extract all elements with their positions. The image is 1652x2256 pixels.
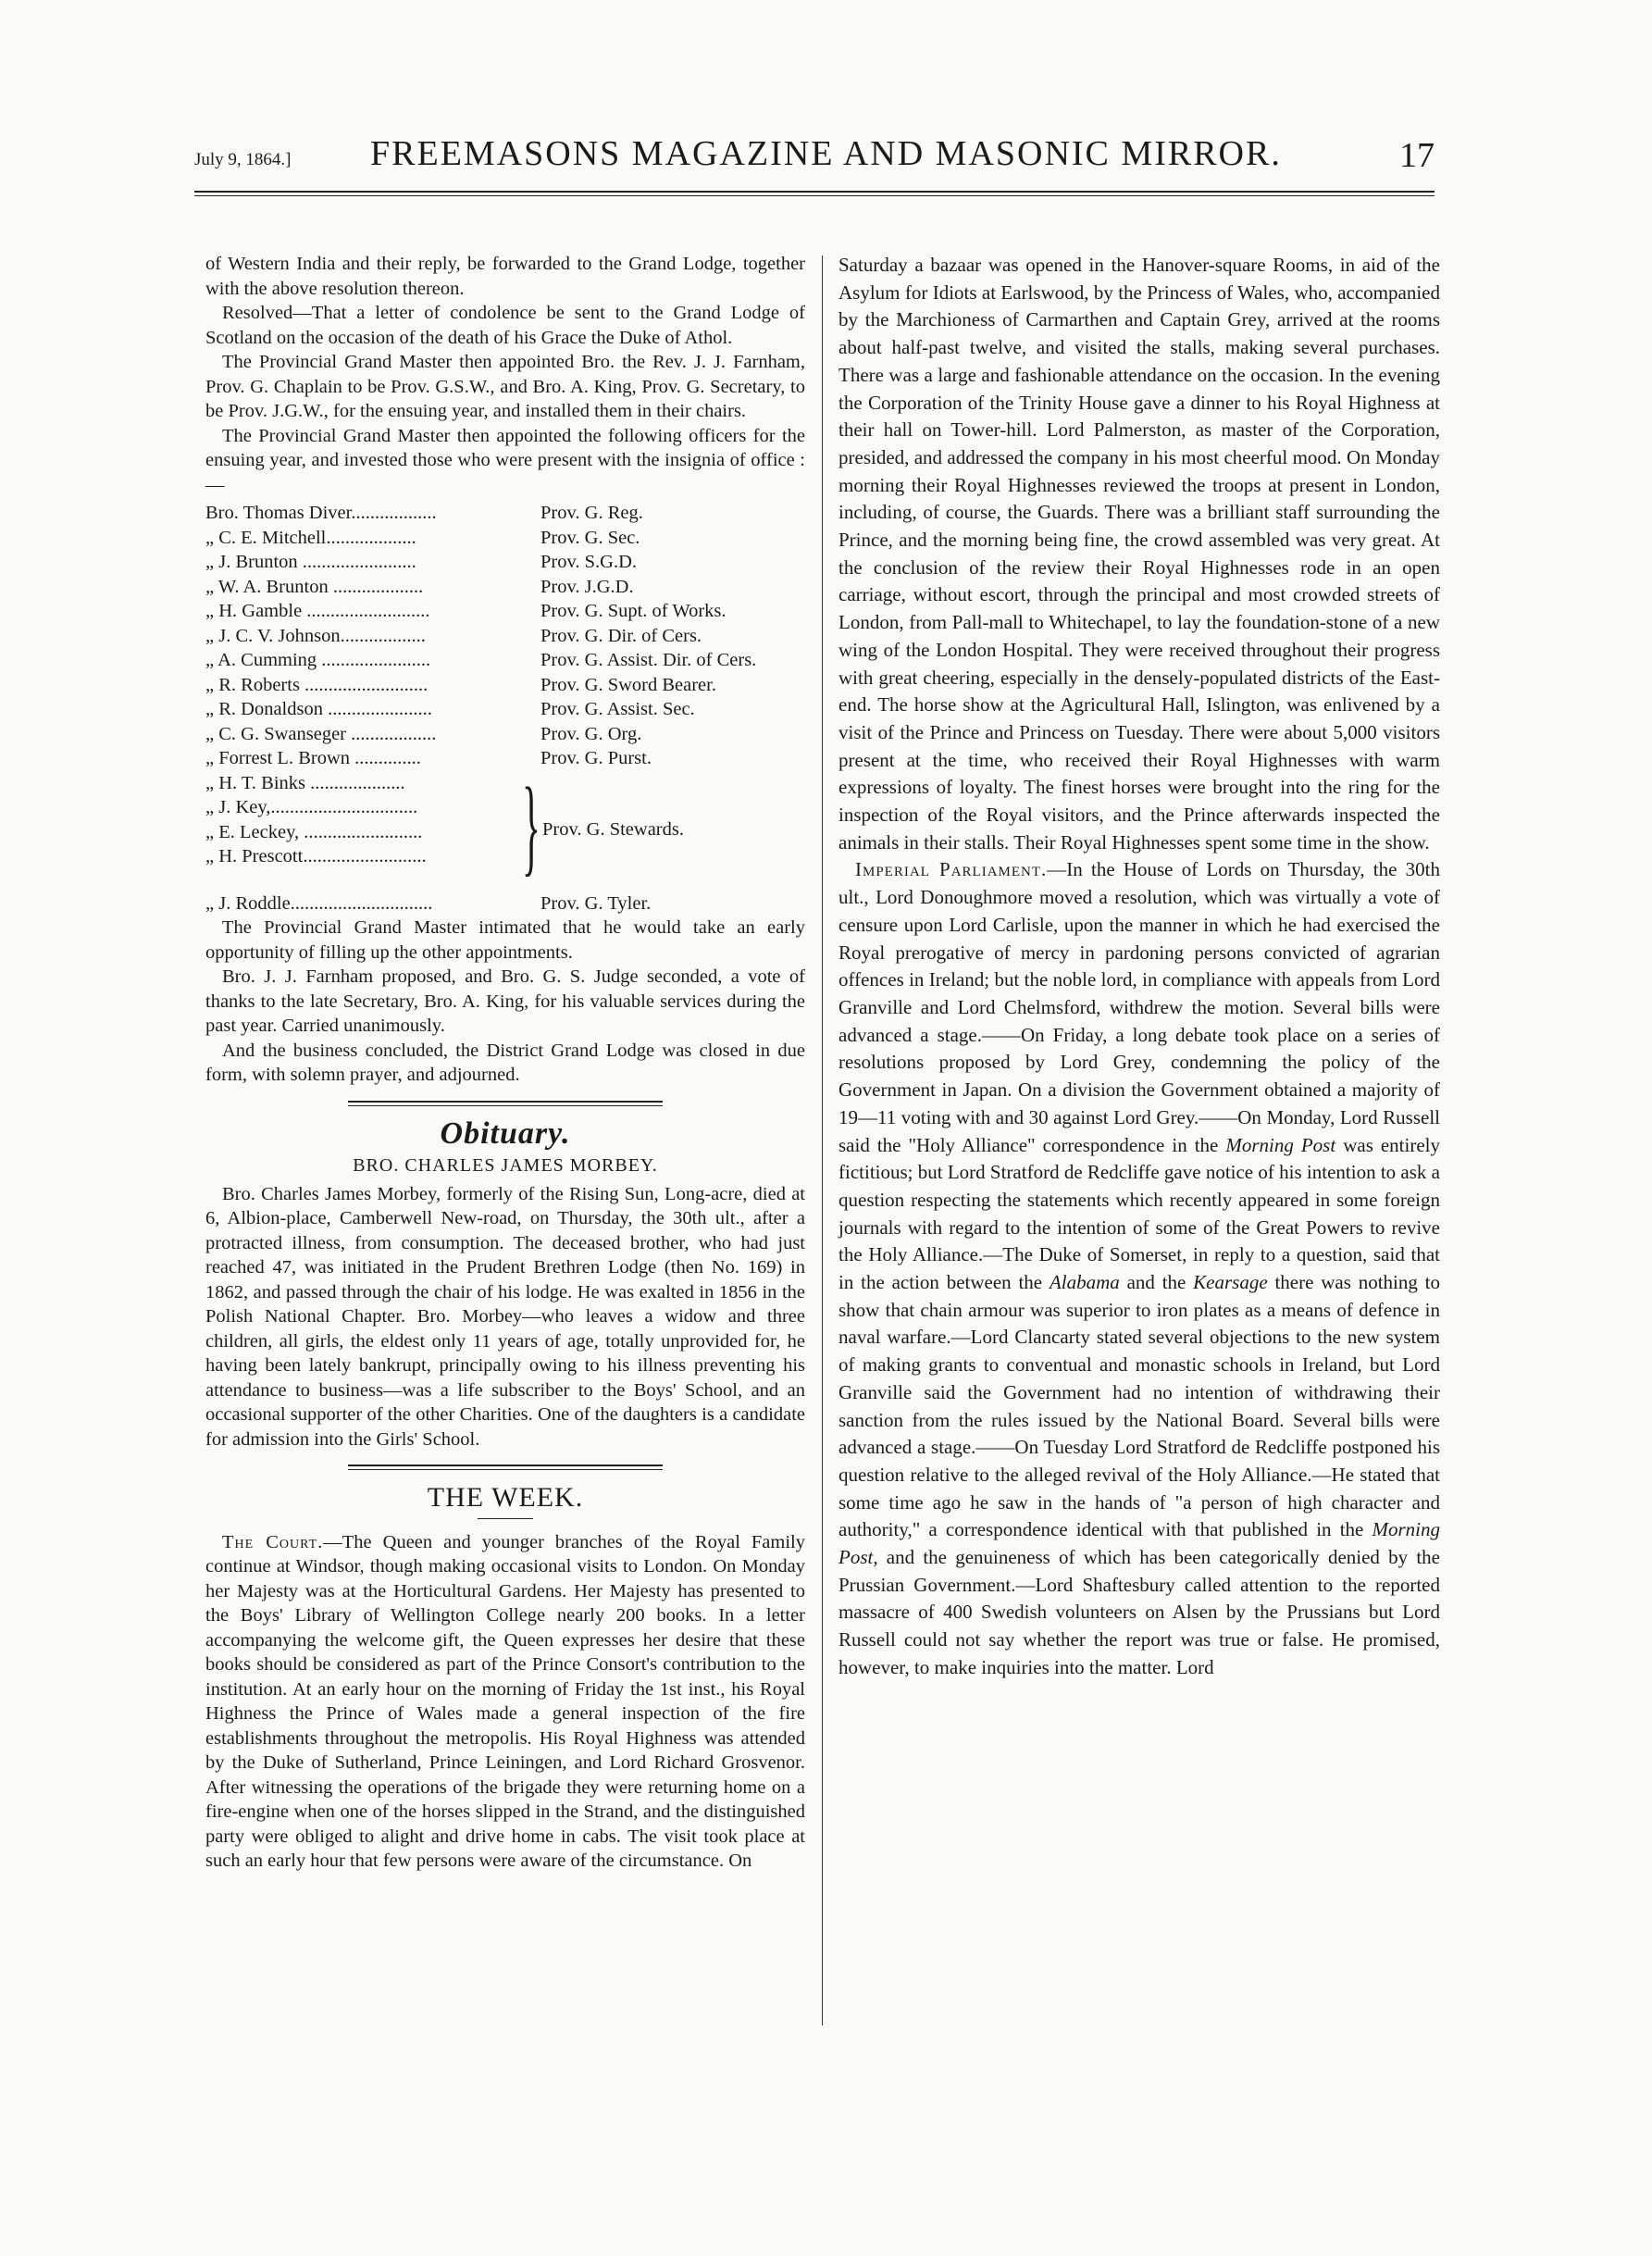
newspaper-title: Morning Post, — [838, 1518, 1440, 1569]
page-number: 17 — [1399, 136, 1435, 175]
stewards-title: Prov. G. Stewards. — [542, 818, 684, 840]
header-rule-thin — [194, 195, 1435, 196]
steward-row — [205, 795, 805, 820]
court-text: —The Queen and younger branches of the Royal Family continue at Windsor, though making occasional visits to London. On Monday her Majesty was at the Horticultural Gardens. Her Majesty has presented to the Boys' Library of Wellington College nearly 200 books. In a letter accompanying the welcome gift, the Queen expresses her desire that these books should be considered as part of the Prince Consort's contribution to the institution. At an early hour on the morning of Friday the 1st inst., his Royal Highness the Prince of Wales made a general inspection of the fire establishments throughout the metropolis. His Royal Highness was attended by the Duke of Sutherland, Prince Leiningen, and Lord Richard Grosvenor. After witnessing the operations of the brigade they were returning home on a fire-engine when one of the horses slipped in the Strand, and the distinguished party were obliged to alight and drive home in cabs. The visit took place at such an early hour that few persons were aware of the circumstance. On — [205, 1531, 805, 1871]
obituary-subhead: BRO. CHARLES JAMES MORBEY. — [353, 1155, 658, 1176]
paragraph: The Provincial Grand Master then appointed Bro. the Rev. J. J. Farnham, Prov. G. Chaplain to be Prov. G.S.W., and Bro. A. King, Prov. G. Secretary, to be Prov. J.G.W., for the ensuing year, and installed them in their chairs. — [205, 352, 805, 421]
obituary-heading: Obituary. — [440, 1116, 571, 1151]
officer-title: Prov. G. Sec. — [540, 527, 640, 548]
steward-name: „ H. Prescott.......................... — [205, 846, 427, 866]
paragraph: Saturday a bazaar was opened in the Hanover-square Rooms, in aid of the Asylum for Idiots at Earlswood, by the Princess of Wales, who, accompanied by the Marchioness of Carmarthen and Captain Grey, arrived at the rooms about half-past twelve, and visited the stalls, making several purchases. There was a large and fashionable attendance on the occasion. In the evening the Corporation of the Trinity House gave a dinner to his Royal Highness at their hall on Tower-hill. Lord Palmerston, as master of the Corporation, presided, and addressed the company in his most cheerful mood. On Monday morning their Royal Highnesses reviewed the troops at present in London, including, of course, the Guards. There was a brilliant staff surrounding the Prince, and the morning being fine, the crowd assembled was very great. At the conclusion of the review their Royal Highnesses rode in an open carriage, without escort, through the principal and most crowded streets of London, from Pall-mall to Whitechapel, to lay the foundation-stone of a new wing of the London Hospital. They were received throughout their progress with great cheering, especially in the densely-populated districts of the East-end. The horse show at the Agricultural Hall, Islington, was enlivened by a visit of the Prince and Princess on Tuesday. There were about 5,000 visitors present at the time, who received their Royal Highnesses with warm expressions of loyalty. The finest horses were brought into the ring for the inspection of the Royal visitors, and the Prince afterwards inspected the animals in their stalls. Their Royal Highnesses spent some time in the show. — [838, 254, 1440, 854]
officer-title: Prov. J.G.D. — [540, 576, 634, 597]
officer-row — [205, 746, 805, 771]
officer-row — [205, 599, 805, 624]
officer-row — [205, 891, 805, 916]
parliament-text: and the genuineness of which has been categorically denied by the Prussian Government.—Lord Shaftesbury called attention to the reported massacre of 400 Swedish volunteers on Alsen by the Prussians but Lord Russell could not say whether the report was true or false. He promised, however, to make inquiries into the matter. Lord — [838, 1546, 1440, 1678]
officer-title: Prov. G. Org. — [540, 723, 642, 744]
officer-name: „ W. A. Brunton ................... — [205, 576, 424, 597]
parliament-lead: Imperial Parliament. — [855, 858, 1048, 881]
officer-name: „ C. G. Swanseger .................. — [205, 723, 437, 744]
right-column — [838, 252, 1440, 1682]
paragraph: Bro. J. J. Farnham proposed, and Bro. G. S. Judge seconded, a vote of thanks to the late Secretary, Bro. A. King, for his valuable services during the past year. Carried unanimously. — [205, 966, 805, 1036]
court-lead: The Court. — [222, 1531, 324, 1552]
parliament-text: was entirely fictitious; but Lord Stratford de Redcliffe gave notice of his intention to ask a question respecting the statements which recently appeared in some foreign journals with regard to the intention of some of the Great Powers to revive the Holy Alliance.—The Duke of Somerset, in reply to a question, said that in the action between the — [838, 1133, 1440, 1294]
issue-date: July 9, 1864.] — [194, 150, 292, 169]
officer-title: Prov. G. Sword Bearer. — [540, 674, 716, 695]
parliament-text: there was nothing to show that chain armour was superior to iron plates as a means of defence in naval warfare.—Lord Clancarty stated several objections to the new system of making grants to conventual and monastic schools in Ireland, but Lord Granville said the Government had no intention of withdrawing their sanction from the rules issued by the National Board. Several bills were advanced a stage.——On Tuesday Lord Stratford de Redcliffe postponed his question relative to the alleged revival of the Holy Alliance.—He stated that some time ago he saw in the hands of "a person of high character and authority," a correspondence identical with that published in the — [838, 1271, 1440, 1541]
section-rule — [348, 1465, 663, 1473]
steward-row — [205, 771, 805, 796]
officers-list — [205, 501, 805, 916]
steward-row — [205, 820, 805, 845]
paragraph: The Provincial Grand Master then appointed the following officers for the ensuing year, and invested those who were present with the insignia of office :— — [205, 425, 805, 495]
ship-name: Alabama — [1049, 1271, 1120, 1294]
officer-row — [205, 673, 805, 698]
header-rule — [194, 191, 1435, 193]
paragraph: of Western India and their reply, be forwarded to the Grand Lodge, together with the above resolution thereon. — [205, 254, 805, 299]
officer-name: „ J. Roddle.............................. — [205, 892, 433, 914]
paragraph: And the business concluded, the District Grand Lodge was closed in due form, with solemn prayer, and adjourned. — [205, 1040, 805, 1085]
officer-name: „ C. E. Mitchell................... — [205, 527, 416, 548]
officer-row — [205, 648, 805, 673]
officer-row — [205, 526, 805, 551]
officer-row — [205, 624, 805, 649]
officer-title: Prov. G. Supt. of Works. — [540, 601, 727, 621]
brace-glyph: } — [522, 764, 540, 886]
court-paragraph — [205, 1530, 805, 1874]
officer-title: Prov. G. Assist. Sec. — [540, 699, 695, 719]
officer-title: Prov. G. Reg. — [540, 503, 643, 523]
stewards-group — [205, 764, 805, 891]
paragraph: Resolved—That a letter of condolence be sent to the Grand Lodge of Scotland on the occasion of the death of his Grace the Duke of Athol. — [205, 303, 805, 348]
officer-row — [205, 697, 805, 722]
paragraph: The Provincial Grand Master intimated that he would take an early opportunity of filling up the other appointments. — [205, 917, 805, 963]
newspaper-title: Morning Post — [1225, 1133, 1336, 1156]
week-heading: THE WEEK. — [427, 1482, 584, 1513]
officer-title: Prov. G. Assist. Dir. of Cers. — [540, 650, 757, 670]
officer-name: Bro. Thomas Diver.................. — [205, 503, 437, 523]
running-head — [194, 130, 1435, 185]
officer-title: Prov. G. Dir. of Cers. — [540, 625, 702, 646]
officer-name: „ J. Brunton ........................ — [205, 552, 416, 572]
officer-row — [205, 722, 805, 747]
parliament-text: —In the House of Lords on Thursday, the 30th ult., Lord Donoughmore moved a resolution, which was virtually a vote of censure upon Lord Carlisle, upon the manner in which he had exercised the Royal prerogative of mercy in pardoning persons convicted of agrarian offences in Ireland; but the noble lord, in compliance with appeals from Lord Granville and Lord Chelmsford, withdrew the motion. Several bills were advanced a stage.——On Friday, a long debate took place on a series of resolutions proposed by Lord Grey, condemning the policy of the Government in Japan. On a division the Government obtained a majority of 19—11 voting with and 30 against Lord Grey.——On Monday, Lord Russell said the "Holy Alliance" correspondence in the — [838, 858, 1440, 1156]
officer-title: Prov. S.G.D. — [540, 552, 638, 572]
officer-row — [205, 550, 805, 575]
short-rule — [478, 1518, 533, 1519]
officer-name: „ A. Cumming ....................... — [205, 650, 431, 670]
officer-name: „ R. Donaldson ...................... — [205, 699, 432, 719]
parliament-paragraph — [838, 856, 1440, 1681]
steward-name: „ E. Leckey, ......................... — [205, 821, 423, 842]
steward-row — [205, 844, 805, 869]
officer-row — [205, 501, 805, 526]
officer-name: „ Forrest L. Brown .............. — [205, 748, 421, 768]
section-rule — [348, 1101, 663, 1109]
ship-name: Kearsage — [1193, 1271, 1268, 1294]
publication-title: FREEMASONS MAGAZINE AND MASONIC MIRROR. — [370, 134, 1282, 173]
officer-name: „ R. Roberts .......................... — [205, 674, 429, 695]
left-column — [205, 252, 805, 1874]
officer-name: „ J. C. V. Johnson.................. — [205, 625, 426, 646]
parliament-text: and the — [1119, 1271, 1194, 1294]
officer-row — [205, 575, 805, 600]
steward-name: „ J. Key,............................... — [205, 797, 418, 817]
steward-name: „ H. T. Binks .................... — [205, 772, 405, 793]
officer-title: Prov. G. Tyler. — [540, 892, 652, 914]
officer-name: „ H. Gamble .......................... — [205, 601, 430, 621]
obituary-text: Bro. Charles James Morbey, formerly of the Rising Sun, Long-acre, died at 6, Albion-place, Camberwell New-road, on Thursday, the 30th ult., after a protracted illness, from consumption. The deceased brother, who had just reached 47, was initiated in the Prudent Brethren Lodge (then No. 169) in 1862, and passed through the chair of his lodge. He was exalted in 1856 in the Polish National Chapter. Bro. Morbey—who leaves a widow and three children, all girls, the eldest only 11 years of age, totally unprovided for, he having been lately bankrupt, principally owing to his illness preventing his attendance to business—was a life subscriber to the Boys' School, and an occasional supporter of the other Charities. One of the daughters is a candidate for admission into the Girls' School. — [205, 1183, 805, 1450]
officer-title: Prov. G. Purst. — [540, 748, 652, 768]
column-divider — [822, 256, 823, 2025]
